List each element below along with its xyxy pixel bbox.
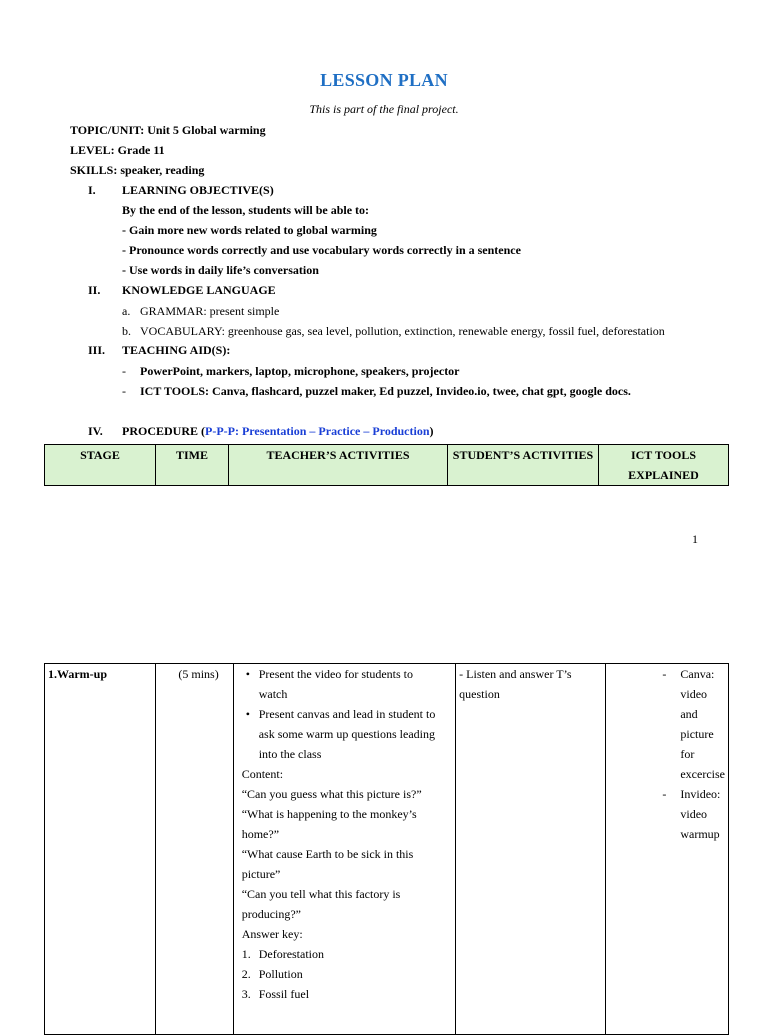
procedure-label: PROCEDURE ( [122, 424, 205, 438]
section-3-numeral: III. [88, 343, 106, 357]
col-ict-line-2: EXPLAINED [628, 468, 699, 482]
ict-line: Canva: [680, 667, 715, 681]
objective-item: - Pronounce words correctly and use vocabulary words correctly in a sentence [122, 243, 521, 257]
answer-item [242, 964, 452, 984]
level-line: LEVEL: Grade 11 [70, 143, 165, 157]
question-line: home?” [241, 827, 280, 841]
page-title: LESSON PLAN [320, 70, 448, 90]
bullet-line: ask some warm up questions leading [258, 727, 436, 741]
col-stage: STAGE [45, 445, 156, 486]
objective-item: - Use words in daily life’s conversation [122, 263, 319, 277]
bullet-line: watch [258, 687, 288, 701]
student-line: - Listen and answer T’s [459, 667, 572, 681]
procedure-table [44, 663, 729, 1035]
ict-line: video [680, 807, 708, 821]
aids-ict-tools: ICT TOOLS: Canva, flashcard, puzzel maker, Ed puzzel, Invideo.io, twee, chat gpt, google docs. [140, 384, 631, 398]
table-row [45, 664, 729, 1035]
answer-text: Pollution [258, 967, 303, 981]
warmup-ict-tools [606, 664, 729, 1035]
aids-equipment: PowerPoint, markers, laptop, microphone, speakers, projector [140, 364, 460, 378]
objectives-intro: By the end of the lesson, students will be able to: [122, 203, 370, 217]
content-label: Content: [241, 767, 284, 781]
col-ict [599, 445, 729, 486]
section-4-heading [122, 424, 434, 438]
question-line: “What is happening to the monkey’s [241, 807, 417, 821]
procedure-method: P-P-P: Presentation – Practice – Production [205, 424, 430, 438]
ict-line: warmup [680, 827, 720, 841]
question-line: “Can you guess what this picture is?” [241, 787, 422, 801]
procedure-table-header [44, 444, 729, 486]
section-4-numeral: IV. [88, 424, 103, 438]
warmup-teacher-activities [233, 664, 455, 1035]
answer-item [242, 944, 452, 964]
aid-dash: - [122, 364, 126, 378]
col-teacher: TEACHER’S ACTIVITIES [229, 445, 448, 486]
answer-label: Answer key: [241, 927, 303, 941]
section-2-heading: KNOWLEDGE LANGUAGE [122, 283, 276, 297]
vocab-marker: b. [122, 324, 131, 338]
answer-number: 2. [241, 967, 251, 981]
ict-line: Invideo: [680, 787, 721, 801]
question-line: “Can you tell what this factory is [241, 887, 401, 901]
skills-line: SKILLS: speaker, reading [70, 163, 205, 177]
bullet-line: • Present the video for students to [258, 667, 414, 681]
teacher-bullet [242, 704, 452, 764]
ict-dash: - [662, 787, 667, 801]
answer-item [242, 984, 452, 1004]
teacher-bullet [242, 664, 452, 704]
section-3-heading: TEACHING AID(S): [122, 343, 231, 357]
ict-item [609, 664, 725, 784]
topic-line: TOPIC/UNIT: Unit 5 Global warming [70, 123, 266, 137]
ict-line: video [680, 687, 708, 701]
page-number: 1 [692, 532, 698, 546]
answer-number: 1. [241, 947, 251, 961]
warmup-stage: 1.Warm-up [45, 664, 156, 1035]
ict-dash: - [662, 667, 667, 681]
page-subtitle: This is part of the final project. [309, 102, 459, 116]
warmup-student-activities [456, 664, 606, 1035]
ict-line: for [680, 747, 695, 761]
answer-text: Deforestation [258, 947, 325, 961]
bullet-line: into the class [258, 747, 322, 761]
ict-line: and [680, 707, 698, 721]
ict-line: excercise [680, 767, 725, 781]
answer-text: Fossil fuel [258, 987, 310, 1001]
question-line: picture” [241, 867, 281, 881]
grammar-line: GRAMMAR: present simple [140, 304, 280, 318]
section-1-heading: LEARNING OBJECTIVE(S) [122, 183, 274, 197]
student-line: question [459, 687, 500, 701]
question-line: producing?” [241, 907, 302, 921]
answer-number: 3. [241, 987, 251, 1001]
section-2-numeral: II. [88, 283, 101, 297]
col-time: TIME [156, 445, 229, 486]
grammar-marker: a. [122, 304, 131, 318]
ict-item [609, 784, 725, 844]
vocab-line: VOCABULARY: greenhouse gas, sea level, pollution, extinction, renewable energy, fossil fuel, deforestation [140, 324, 665, 338]
col-student: STUDENT’S ACTIVITIES [448, 445, 599, 486]
ict-line: picture [680, 727, 714, 741]
objective-item: - Gain more new words related to global warming [122, 223, 377, 237]
warmup-time: (5 mins) [156, 664, 233, 1035]
bullet-line: • Present canvas and lead in student to [258, 707, 436, 721]
procedure-close: ) [429, 424, 434, 438]
col-ict-line-1: ICT TOOLS [630, 448, 697, 462]
question-line: “What cause Earth to be sick in this [241, 847, 414, 861]
aid-dash: - [122, 384, 126, 398]
section-1-numeral: I. [88, 183, 96, 197]
